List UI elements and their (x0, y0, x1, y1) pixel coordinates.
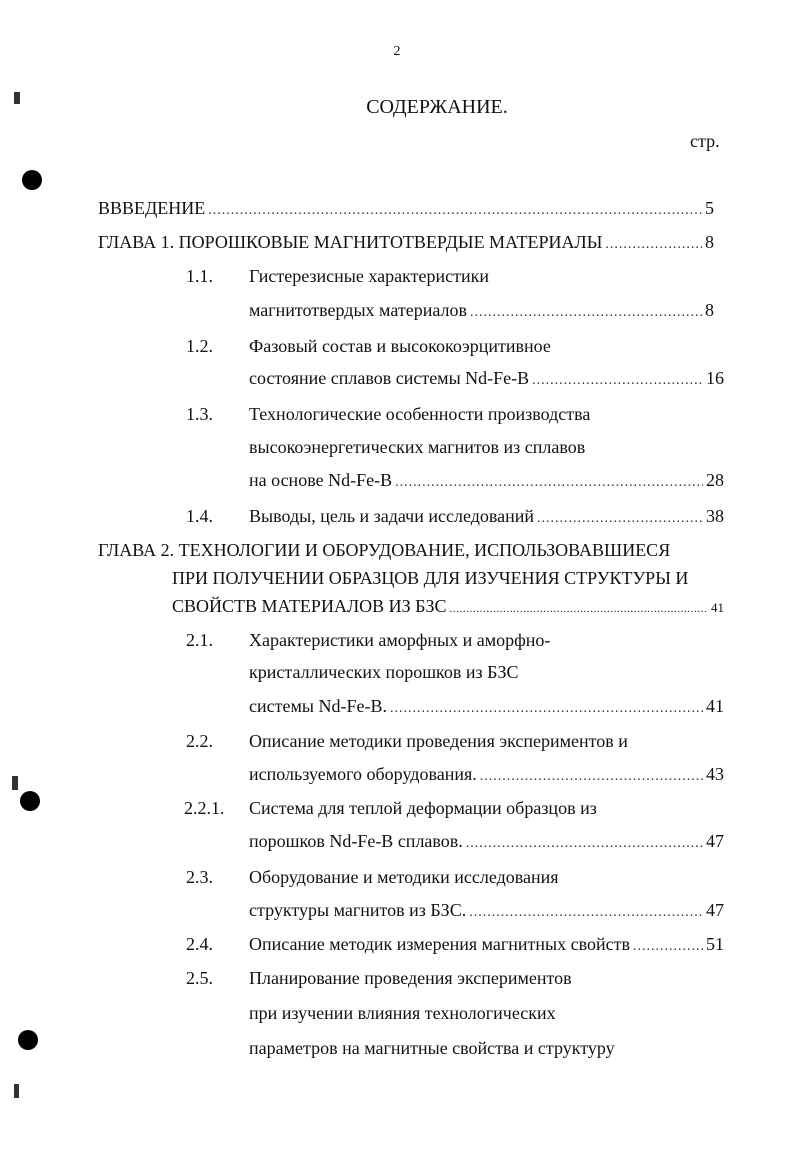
toc-entry-page: 5 (705, 198, 714, 218)
dot-leader (466, 836, 703, 852)
toc-entry-line: состояние сплавов системы Nd-Fe-B (249, 368, 530, 388)
section-number: 2.2. (186, 731, 213, 751)
toc-entry-line: СВОЙСТВ МАТЕРИАЛОВ ИЗ БЗС (172, 596, 447, 616)
section-number: 2.1. (186, 630, 213, 650)
page-column-label: стр. (690, 131, 720, 151)
dot-leader (395, 475, 703, 491)
page-number: 2 (393, 44, 401, 59)
dot-leader (450, 603, 708, 615)
toc-entry-final-line (172, 596, 724, 617)
section-number: 1.2. (186, 336, 213, 356)
toc-entry-line: параметров на магнитные свойства и структуру (249, 1038, 615, 1058)
section-number: 2.5. (186, 968, 213, 988)
toc-entry-page: 41 (711, 600, 724, 615)
toc-entry-final-line (249, 934, 724, 955)
dot-leader (633, 939, 703, 955)
dot-leader (469, 905, 703, 921)
toc-entry-introduction[interactable] (98, 198, 714, 219)
toc-entry-line: порошков Nd-Fe-B сплавов. (249, 831, 463, 851)
dot-leader (605, 237, 702, 253)
toc-entry-line: магнитотвердых материалов (249, 300, 467, 320)
toc-entry-line: Описание методики проведения экспериментов и (249, 731, 628, 751)
punch-hole-middle (20, 791, 40, 811)
toc-entry-final-line (249, 470, 724, 491)
toc-entry-line: Выводы, цель и задачи исследований (249, 506, 535, 526)
section-number: 2.2.1. (184, 798, 225, 818)
dot-leader (470, 305, 702, 321)
toc-entry-line: на основе Nd-Fe-B (249, 470, 393, 490)
toc-entry-page: 51 (706, 934, 724, 954)
toc-entry-final-line (249, 900, 724, 921)
toc-entry-line: при изучении влияния технологических (249, 1003, 556, 1023)
toc-entry-page: 16 (706, 368, 724, 388)
toc-entry-label: ВВВЕДЕНИЕ (98, 198, 206, 218)
toc-entry-final-line (249, 368, 724, 389)
section-number: 2.3. (186, 867, 213, 887)
toc-entry-line: Технологические особенности производства (249, 404, 591, 424)
toc-entry-line: ПРИ ПОЛУЧЕНИИ ОБРАЗЦОВ ДЛЯ ИЗУЧЕНИЯ СТРУКТУРЫ И (172, 568, 689, 588)
section-number: 1.3. (186, 404, 213, 424)
toc-entry-line: используемого оборудования. (249, 764, 477, 784)
scan-speck (12, 776, 18, 790)
toc-entry-page: 47 (706, 831, 724, 851)
toc-entry-line: Система для теплой деформации образцов из (249, 798, 597, 818)
punch-hole-top (22, 170, 42, 190)
dot-leader (390, 701, 703, 717)
toc-entry-final-line (249, 300, 714, 321)
toc-entry-line: структуры магнитов из БЗС. (249, 900, 467, 920)
toc-entry-chapter-1[interactable] (98, 232, 714, 253)
page-title: СОДЕРЖАНИЕ. (366, 96, 508, 118)
toc-entry-line: Описание методик измерения магнитных свойств (249, 934, 630, 954)
toc-entry-page: 43 (706, 764, 724, 784)
toc-entry-final-line (249, 696, 724, 717)
toc-entry-page: 8 (705, 232, 714, 252)
toc-entry-page: 41 (706, 696, 724, 716)
toc-entry-line: Планирование проведения экспериментов (249, 968, 572, 988)
dot-leader (537, 511, 703, 527)
section-number: 1.1. (186, 266, 213, 286)
toc-entry-line: Фазовый состав и высококоэрцитивное (249, 336, 551, 356)
toc-entry-final-line (249, 831, 724, 852)
toc-entry-final-line (249, 764, 724, 785)
toc-entry-line: Характеристики аморфных и аморфно- (249, 630, 551, 650)
toc-entry-page: 47 (706, 900, 724, 920)
toc-entry-page: 38 (706, 506, 724, 526)
section-number: 2.4. (186, 934, 213, 954)
section-number: 1.4. (186, 506, 213, 526)
toc-entry-line: ГЛАВА 2. ТЕХНОЛОГИИ И ОБОРУДОВАНИЕ, ИСПОЛЬЗОВАВШИЕСЯ (98, 540, 671, 560)
toc-entry-line: Оборудование и методики исследования (249, 867, 559, 887)
dot-leader (480, 769, 703, 785)
toc-entry-line: кристаллических порошков из БЗС (249, 662, 519, 682)
toc-entry-page: 8 (705, 300, 714, 320)
punch-hole-bottom (18, 1030, 38, 1050)
toc-entry-label: ГЛАВА 1. ПОРОШКОВЫЕ МАГНИТОТВЕРДЫЕ МАТЕРИАЛЫ (98, 232, 603, 252)
dot-leader (532, 373, 703, 389)
dot-leader (208, 203, 702, 219)
toc-entry-line: системы Nd-Fe-B. (249, 696, 387, 716)
toc-entry-line: высокоэнергетических магнитов из сплавов (249, 437, 586, 457)
toc-entry-final-line (249, 506, 724, 527)
toc-entry-line: Гистерезисные характеристики (249, 266, 489, 286)
toc-entry-page: 28 (706, 470, 724, 490)
scan-speck (14, 1084, 19, 1098)
